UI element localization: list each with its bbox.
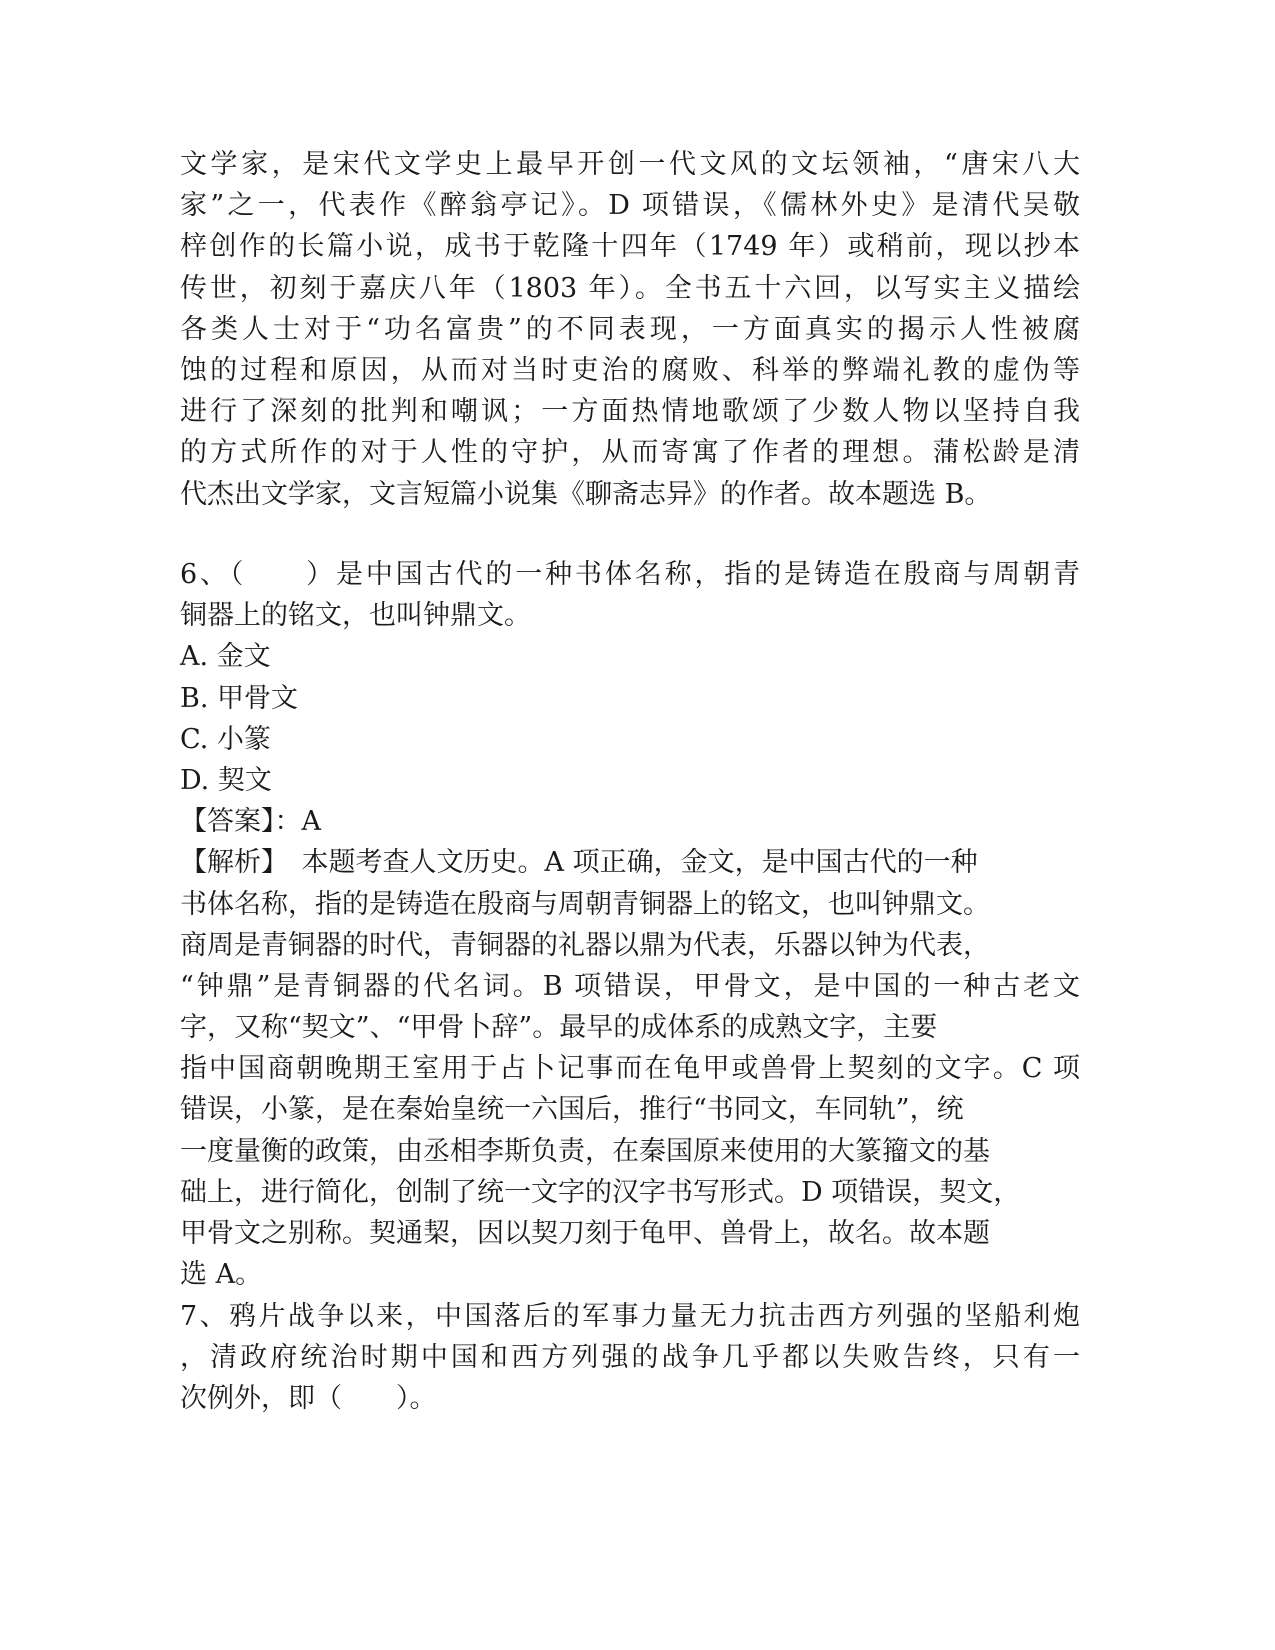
- text-line: 家”之一，代表作《醉翁亭记》。D 项错误，《儒林外史》是清代吴敬: [180, 190, 1080, 222]
- analysis-line: 甲骨文之别称。契通栔，因以契刀刻于龟甲、兽骨上，故名。故本题: [180, 1218, 990, 1249]
- analysis-line: “钟鼎”是青铜器的代名词。B 项错误，甲骨文，是中国的一种古老文: [180, 970, 1080, 1002]
- analysis-line: 选 A。: [180, 1259, 263, 1291]
- question-stem-line: 铜器上的铭文，也叫钟鼎文。: [180, 600, 531, 632]
- text-line: 梓创作的长篇小说，成书于乾隆十四年（1749 年）或稍前，现以抄本: [180, 231, 1080, 263]
- text-line: 代杰出文学家，文言短篇小说集《聊斋志异》的作者。故本题选 B。: [180, 478, 992, 510]
- analysis-line: 一度量衡的政策，由丞相李斯负责，在秦国原来使用的大篆籀文的基: [180, 1135, 990, 1167]
- analysis-line: 字，又称“契文”、“甲骨卜辞”。最早的成体系的成熟文字，主要: [180, 1012, 938, 1044]
- question-6: [180, 554, 1080, 1295]
- option-b: B. 甲骨文: [180, 682, 299, 714]
- option-a: A. 金文: [180, 641, 271, 673]
- answer-line: 【答案】：A: [180, 806, 321, 838]
- text-line: 蚀的过程和原因，从而对当时吏治的腐败、科举的弊端礼教的虚伪等: [180, 354, 1080, 386]
- text-line: 的方式所作的对于人性的守护，从而寄寓了作者的理想。蒲松龄是清: [180, 437, 1080, 469]
- text-line: 进行了深刻的批判和嘲讽；一方面热情地歌颂了少数人物以坚持自我: [180, 396, 1080, 428]
- question-stem-line: 7、鸦片战争以来，中国落后的军事力量无力抗击西方列强的坚船利炮: [180, 1301, 1080, 1332]
- question-stem-line: 6、（ ）是中国古代的一种书体名称，指的是铸造在殷商与周朝青: [180, 559, 1080, 590]
- q5-explanation-continuation: [180, 144, 1080, 515]
- option-c: C. 小篆: [180, 723, 271, 755]
- analysis-line: 指中国商朝晚期王室用于占卜记事而在龟甲或兽骨上契刻的文字。C 项: [180, 1053, 1080, 1085]
- question-7: [180, 1296, 1080, 1420]
- analysis-line: 【解析】 本题考查人文历史。A 项正确，金文，是中国古代的一种: [180, 847, 978, 879]
- analysis-line: 书体名称，指的是铸造在殷商与周朝青铜器上的铭文，也叫钟鼎文。: [180, 888, 990, 920]
- text-line: 文学家，是宋代文学史上最早开创一代文风的文坛领袖，“唐宋八大: [180, 149, 1080, 180]
- text-line: 传世，初刻于嘉庆八年（1803 年）。全书五十六回，以写实主义描绘: [180, 272, 1080, 304]
- analysis-line: 错误，小篆，是在秦始皇统一六国后，推行“书同文，车同轨”，统: [180, 1094, 964, 1126]
- question-stem-line: ，清政府统治时期中国和西方列强的战争几乎都以失败告终，只有一: [180, 1342, 1080, 1374]
- text-line: 各类人士对于“功名富贵”的不同表现，一方面真实的揭示人性被腐: [180, 313, 1080, 345]
- option-d: D. 契文: [180, 764, 272, 796]
- analysis-line: 础上，进行简化，创制了统一文字的汉字书写形式。D 项错误，契文，: [180, 1176, 1021, 1208]
- analysis-line: 商周是青铜器的时代，青铜器的礼器以鼎为代表，乐器以钟为代表，: [180, 929, 990, 961]
- question-stem-line: 次例外，即（ ）。: [180, 1383, 437, 1415]
